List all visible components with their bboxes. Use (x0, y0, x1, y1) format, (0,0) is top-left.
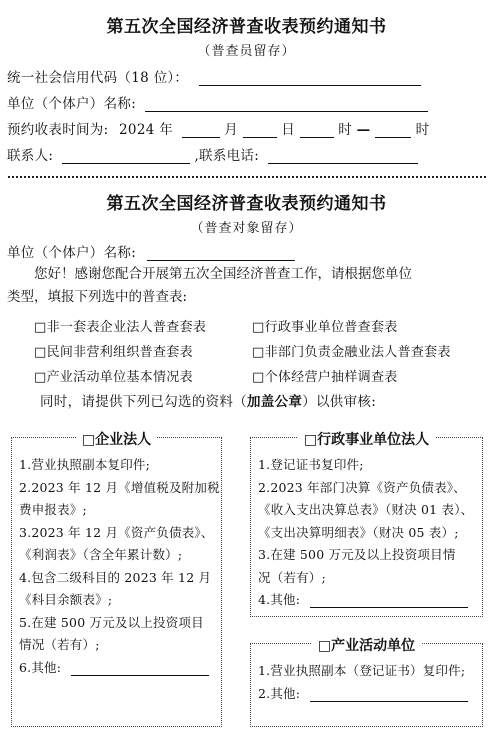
admin-item: 1.登记证书复印件; (258, 457, 364, 472)
phone-label: ,联系电话: (194, 148, 260, 164)
cut-line-divider (8, 176, 486, 178)
month-label: 月 (224, 122, 238, 138)
admin-other-label: 4.其他: (258, 592, 301, 607)
contact-field[interactable] (62, 149, 190, 164)
top-unit-field[interactable] (145, 97, 428, 112)
enterprise-box-title[interactable]: □企业法人 (76, 432, 157, 448)
enterprise-item: 2.2023 年 12 月《增值税及附加税 (19, 480, 220, 495)
industry-unit-box (250, 638, 483, 727)
hour-start-label: 时 (338, 122, 352, 138)
admin-other-field[interactable] (310, 593, 468, 608)
top-unit-row (7, 92, 428, 112)
industry-other-label: 2.其他: (258, 686, 301, 701)
admin-unit-box-title[interactable]: □行政事业单位法人 (298, 432, 435, 448)
bottom-title: 第五次全国经济普查收表预约通知书 (106, 194, 387, 214)
request-emphasis: 加盖公章 (247, 394, 303, 410)
enterprise-item: 《利润表》（含全年累计数）; (19, 547, 183, 562)
enterprise-item: 1.营业执照副本复印件; (19, 457, 151, 472)
month-field[interactable] (182, 123, 220, 138)
greeting-line-2: 类型，填报下列选中的普查表: (7, 289, 188, 305)
admin-unit-box (250, 432, 483, 617)
industry-item: 1.营业执照副本（登记证书）复印件; (258, 663, 466, 678)
credit-code-label: 统一社会信用代码（18 位）： (7, 70, 189, 86)
phone-field[interactable] (268, 149, 418, 164)
industry-other-row (258, 684, 468, 702)
time-dash: — (356, 122, 371, 138)
bottom-subtitle: （普查对象留存） (190, 221, 303, 236)
request-suffix: ）以供审核: (302, 394, 377, 410)
hour-start-field[interactable] (300, 123, 334, 138)
contact-label: 联系人: (7, 148, 54, 164)
admin-other-row (258, 590, 468, 608)
appointment-row (7, 118, 429, 138)
option-finance-set[interactable]: □非部门负责金融业法人普查套表 (252, 345, 451, 360)
option-industry-unit[interactable]: □产业活动单位基本情况表 (34, 370, 193, 385)
option-individual-survey[interactable]: □个体经营户抽样调查表 (252, 370, 398, 385)
greeting-line-1: 您好！感谢您配合开展第五次全国经济普查工作，请根据您单位 (34, 266, 412, 282)
enterprise-box (11, 432, 222, 727)
enterprise-item: 《科目余额表》; (19, 592, 113, 607)
option-nonprofit-set[interactable]: □民间非营利组织普查套表 (34, 345, 193, 360)
enterprise-item: 5.在建 500 万元及以上投资项目 (19, 615, 204, 630)
enterprise-item: 3.2023 年 12 月《资产负债表》、 (19, 525, 214, 540)
appointment-year: 2024 年 (119, 122, 173, 138)
request-line (40, 390, 376, 410)
credit-code-field[interactable] (199, 71, 421, 86)
admin-item: 《收入支出决算总表》（财决 01 表）、 (258, 502, 474, 517)
enterprise-item: 费申报表》; (19, 502, 87, 517)
day-field[interactable] (243, 123, 277, 138)
bottom-unit-field[interactable] (147, 246, 295, 261)
top-title: 第五次全国经济普查收表预约通知书 (106, 17, 387, 37)
appointment-label: 预约收表时间为: (7, 122, 109, 138)
enterprise-item: 情况（若有）; (19, 637, 100, 652)
hour-end-label: 时 (415, 122, 430, 138)
top-unit-label: 单位（个体户）名称: (7, 96, 137, 112)
admin-item: 3.在建 500 万元及以上投资项目情 (258, 547, 456, 562)
contact-row (7, 144, 418, 164)
enterprise-item: 4.包含二级科目的 2023 年 12 月 (19, 570, 212, 585)
enterprise-other-label: 6.其他: (19, 660, 62, 675)
industry-unit-box-title[interactable]: □产业活动单位 (312, 638, 421, 654)
hour-end-field[interactable] (375, 123, 411, 138)
top-subtitle: （普查员留存） (197, 44, 296, 59)
enterprise-other-field[interactable] (71, 661, 209, 676)
admin-item: 《支出决算明细表》（财决 05 表）; (258, 525, 459, 540)
credit-code-row (7, 66, 421, 86)
bottom-unit-label: 单位（个体户）名称: (7, 245, 137, 261)
bottom-unit-row (7, 241, 295, 261)
admin-item: 况（若有）; (258, 570, 326, 585)
option-non-enterprise-set[interactable]: □非一套表企业法人普查套表 (34, 320, 207, 335)
request-prefix: 同时，请提供下列已勾选的资料（ (40, 394, 247, 410)
enterprise-other-row (19, 658, 209, 676)
option-admin-unit-set[interactable]: □行政事业单位普查套表 (252, 320, 398, 335)
admin-item: 2.2023 年部门决算《资产负债表》、 (258, 480, 466, 495)
industry-other-field[interactable] (310, 687, 468, 702)
greeting-paragraph (7, 263, 482, 309)
day-label: 日 (281, 122, 295, 138)
